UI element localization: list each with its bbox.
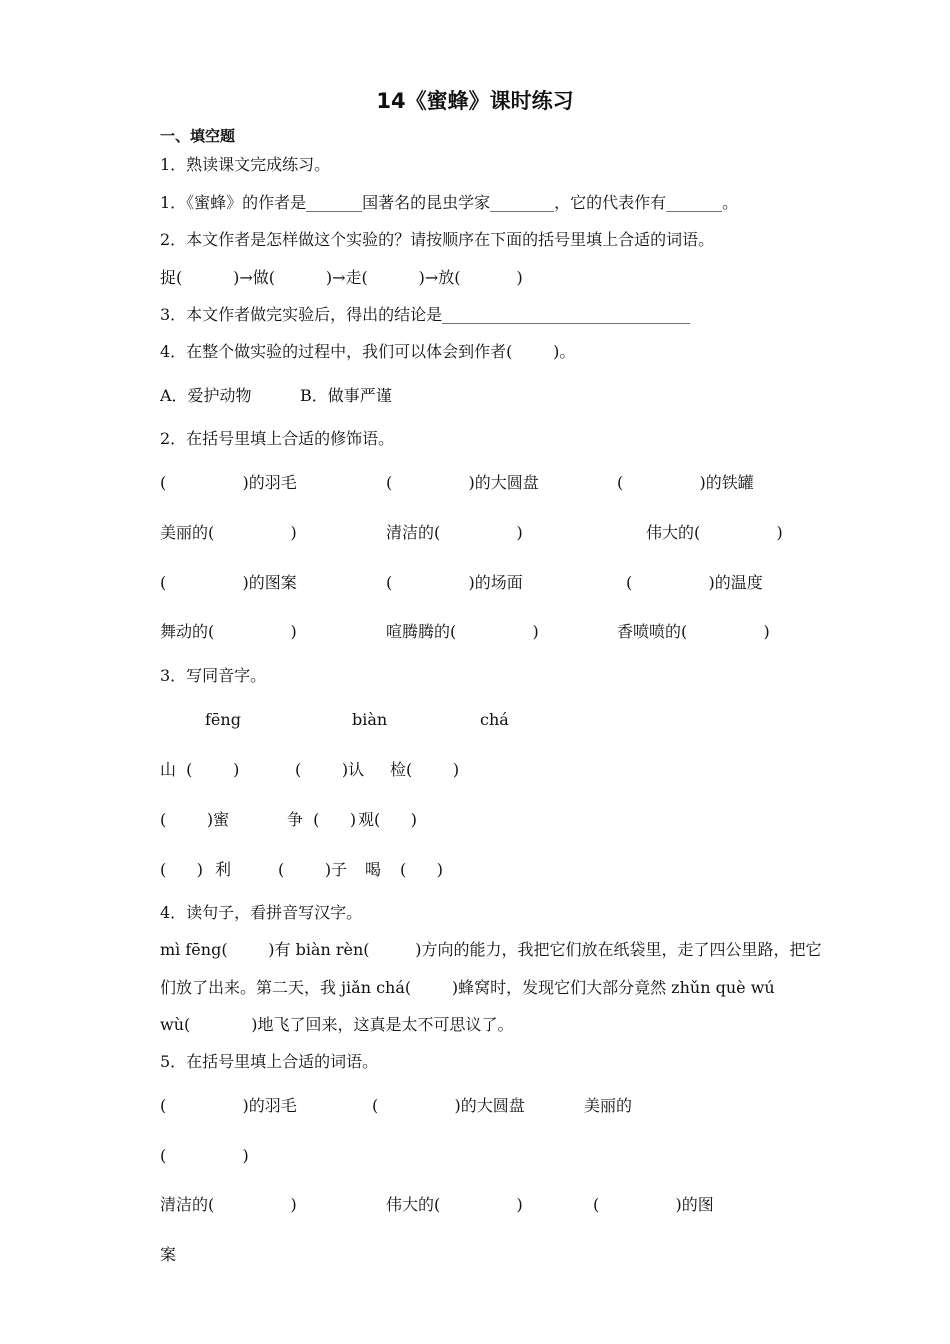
homophone-blank: ( ) (400, 860, 443, 879)
fill-blank: 案 (160, 1245, 177, 1264)
fill-blank: ( )的铁罐 (617, 473, 754, 492)
pinyin-label: fēng (205, 710, 241, 729)
question-1-sub-1: 1．《蜜蜂》的作者是_______国著名的昆虫学家________，它的代表作有_______。 (160, 193, 739, 212)
fill-blank: 伟大的( ) (386, 1195, 523, 1214)
homophone-blank: 观( ) (358, 810, 418, 829)
sequence-blanks: 捉( )→做( )→走( )→放( ) (160, 268, 523, 287)
passage-line: wù( )地飞了回来，这真是太不可思议了。 (160, 1015, 514, 1034)
question-2-heading: 2．在括号里填上合适的修饰语。 (160, 429, 395, 448)
pinyin-label: chá (480, 710, 509, 729)
fill-blank: ( )的羽毛 (160, 1096, 297, 1115)
fill-blank: 香喷喷的( ) (617, 622, 770, 641)
fill-blank: 喧腾腾的( ) (386, 622, 539, 641)
question-1-sub-2: 2．本文作者是怎样做这个实验的？请按顺序在下面的括号里填上合适的词语。 (160, 230, 715, 249)
homophone-blank: ( )认 (295, 760, 365, 779)
question-4-heading: 4．读句子，看拼音写汉字。 (160, 903, 363, 922)
fill-blank: ( )的场面 (386, 573, 523, 592)
fill-blank: ( )的羽毛 (160, 473, 297, 492)
option-a: A．爱护动物 (160, 386, 252, 405)
passage-line: 们放了出来。第二天，我 jiǎn chá( )蜂窝时，发现它们大部分竟然 zhǔn què wú (160, 978, 775, 997)
question-3-heading: 3．写同音字。 (160, 666, 267, 685)
fill-blank: 美丽的 (584, 1096, 633, 1115)
fill-blank: 清洁的( ) (386, 523, 523, 542)
homophone-blank: 山 ( ) (160, 760, 240, 779)
question-1-sub-4: 4．在整个做实验的过程中，我们可以体会到作者( )。 (160, 342, 576, 361)
fill-blank: ( )的大圆盘 (386, 473, 539, 492)
fill-blank: ( )的图 (593, 1195, 714, 1214)
homophone-blank: ( ) (160, 860, 203, 879)
pinyin-label: biàn (352, 710, 388, 729)
fill-blank: ( )的图案 (160, 573, 297, 592)
fill-blank: 伟大的( ) (646, 523, 783, 542)
option-b: B．做事严谨 (300, 386, 392, 405)
homophone-char: 利 (215, 860, 232, 879)
question-1-sub-3: 3．本文作者做完实验后，得出的结论是_______________________________ (160, 305, 691, 324)
fill-blank: 美丽的( ) (160, 523, 297, 542)
fill-blank: 清洁的( ) (160, 1195, 297, 1214)
section-heading: 一、填空题 (160, 127, 236, 145)
fill-blank: ( )的大圆盘 (372, 1096, 525, 1115)
fill-blank: 舞动的( ) (160, 622, 297, 641)
homophone-blank: ( )子 (278, 860, 348, 879)
question-5-heading: 5．在括号里填上合适的词语。 (160, 1052, 379, 1071)
question-1-heading: 1．熟读课文完成练习。 (160, 155, 331, 174)
fill-blank: ( ) (160, 1146, 249, 1165)
homophone-blank: 检( ) (390, 760, 460, 779)
page-title: 14《蜜蜂》课时练习 (376, 89, 574, 113)
fill-blank: ( )的温度 (626, 573, 763, 592)
homophone-char: 喝 (365, 860, 382, 879)
homophone-blank: 争 ( ) (287, 810, 357, 829)
homophone-blank: ( )蜜 (160, 810, 230, 829)
passage-line: mì fēng( )有 biàn rèn( )方向的能力，我把它们放在纸袋里，走了四公里路，把它 (160, 940, 822, 959)
